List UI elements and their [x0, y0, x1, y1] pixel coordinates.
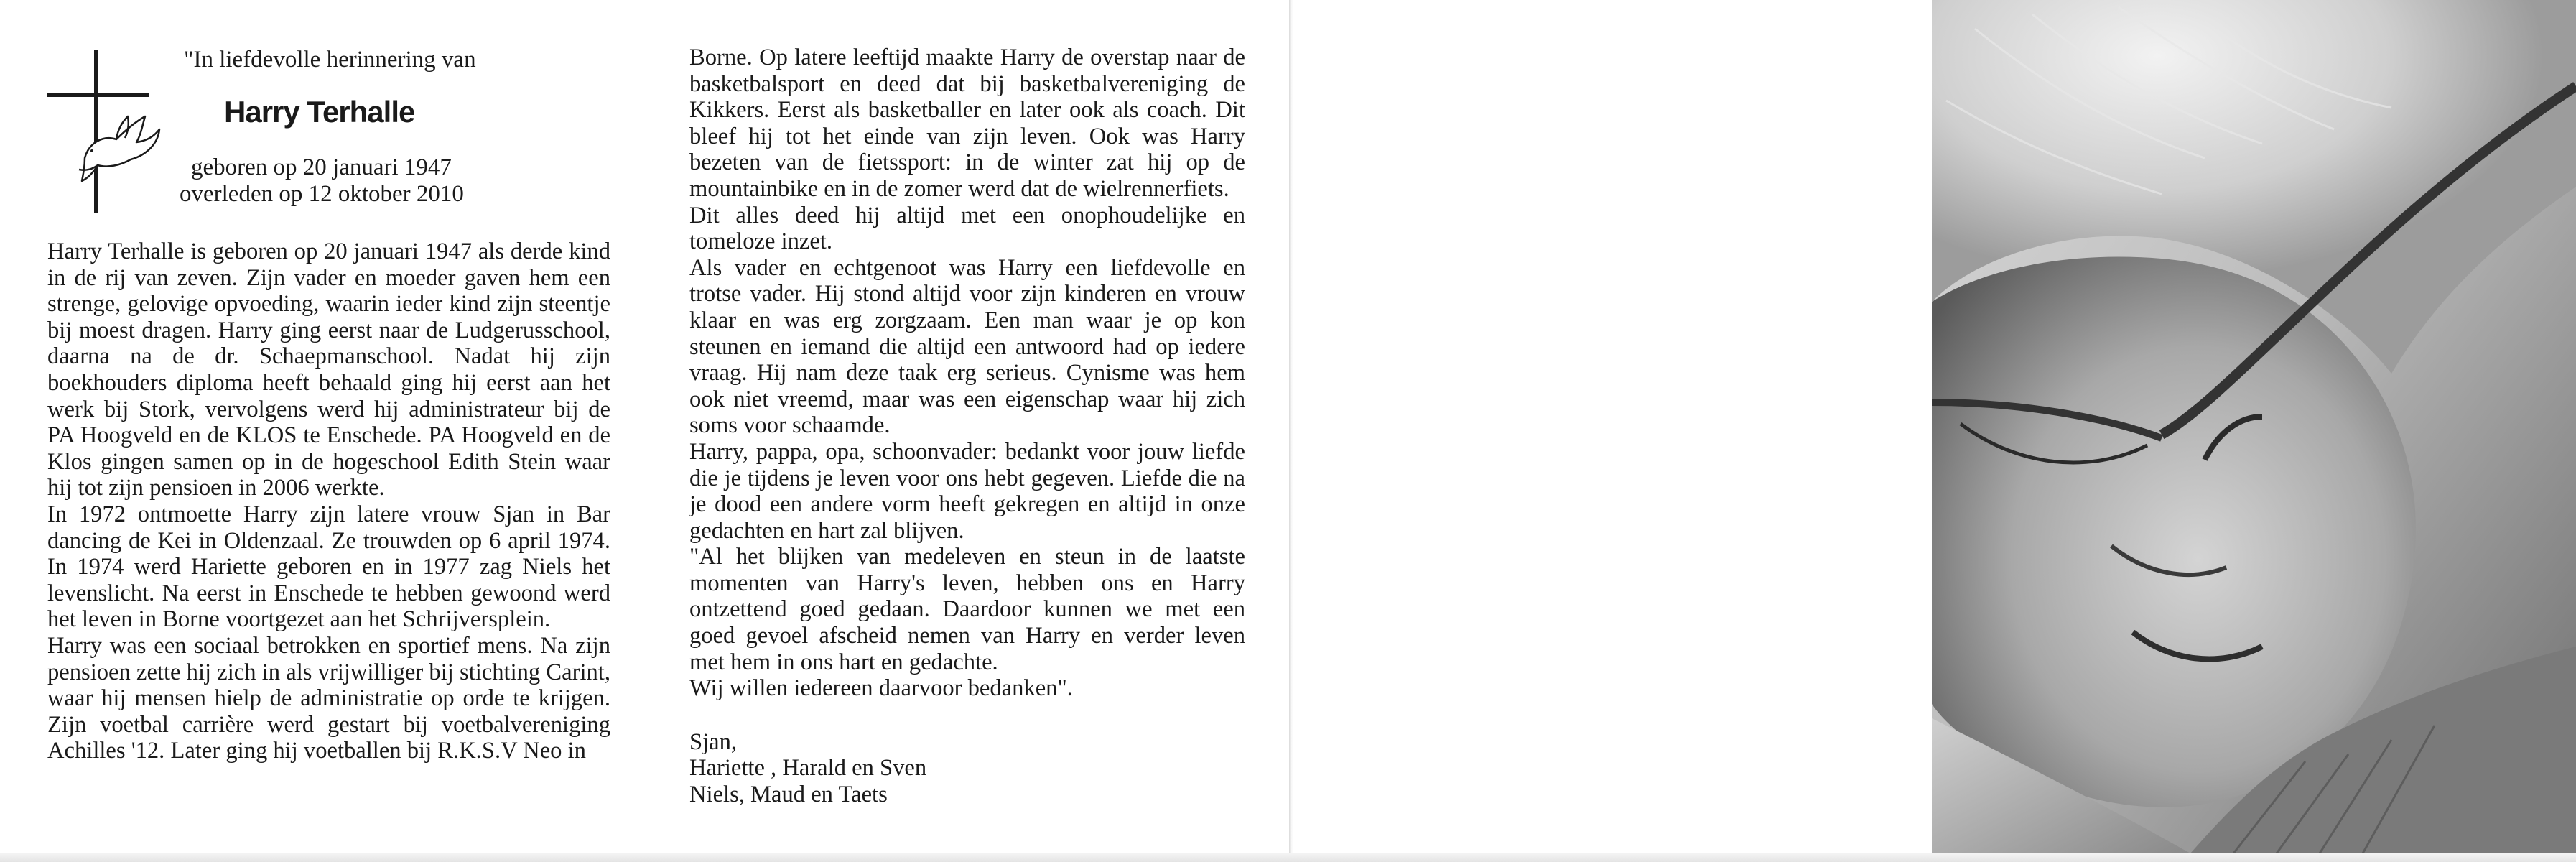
deceased-name: Harry Terhalle	[224, 95, 415, 129]
right-text-column	[689, 45, 1245, 808]
paragraph: Harry, pappa, opa, schoonvader: bedankt voor jouw liefde die je tijdens je leven voor ons hebt gegeven. Liefde die na je dood een andere vorm heeft gekregen en altijd in onze gedachten en hart zal blijven.	[689, 438, 1245, 544]
family-signature	[689, 729, 1245, 808]
intro-line: "In liefdevolle herinnering van	[184, 47, 476, 73]
paragraph: Borne. Op latere leeftijd maakte Harry de overstap naar de basketbalsport en deed dat bij basketbalvereniging de Kikkers. Eerst als basketballer en later ook als coach. Dit bleef hij tot het einde van zijn leven. Ook was Harry bezeten van de fietssport: in de winter zat hij op de mountainbike en in de zomer werd dat de wielrennerfiets.	[689, 45, 1245, 202]
death-date-line: overleden op 12 oktober 2010	[180, 181, 464, 207]
paragraph: Als vader en echtgenoot was Harry een liefdevolle en trotse vader. Hij stond altijd voor zijn kinderen en vrouw klaar en was erg zorgzaam. Een man waar je op kon steunen en iemand die altijd een antwoord had op iedere vraag. Hij nam deze taak erg serieus. Cynisme was hem ook niet vreemd, maar was een eigenschap waar hij zich soms voor schaamde.	[689, 254, 1245, 439]
paragraph: Dit alles deed hij altijd met een onophoudelijke en tomeloze inzet.	[689, 202, 1245, 255]
card-bottom-edge	[0, 853, 2576, 862]
memorial-header	[47, 45, 610, 217]
portrait-photo	[1932, 0, 2576, 853]
cross-dove-icon	[47, 50, 164, 213]
left-text-column	[47, 45, 610, 764]
biography-text-left	[47, 238, 610, 764]
birth-date-line: geboren op 20 januari 1947	[191, 154, 452, 180]
paragraph: Wij willen iedereen daarvoor bedanken".	[689, 675, 1073, 702]
paragraph: Harry Terhalle is geboren op 20 januari 1947 als derde kind in de rij van zeven. Zijn vader en moeder gaven hem een strenge, gelovige opvoeding, waarin ieder kind zijn steentje bij moest dragen. Harry ging eerst naar de Ludgerusschool, daarna na de dr. Schaepmanschool. Nadat hij zijn boekhouders diploma heeft behaald ging hij eerst aan het werk bij Stork, vervolgens werd hij administrateur bij de PA Hoogveld en de KLOS te Enschede. PA Hoogveld en de Klos gingen samen op in de hogeschool Edith Stein waar hij tot zijn pensioen in 2006 werkte.	[47, 238, 610, 501]
signature-line: Niels, Maud en Taets	[689, 782, 888, 808]
signature-line: Sjan,	[689, 728, 738, 755]
paragraph: Harry was een sociaal betrokken en sportief mens. Na zijn pensioen zette hij zich in als vrijwilliger bij stichting Carint, waar hij mensen hielp de administratie op orde te krijgen. Zijn voetbal carrière werd gestart bij voetbalvereniging Achilles '12. Later ging hij voetballen bij R.K.S.V Neo in	[47, 632, 610, 764]
dove-icon	[79, 116, 159, 181]
signature-line: Hariette , Harald en Sven	[689, 755, 927, 782]
card-fold	[1289, 0, 1293, 862]
biography-text-right	[689, 45, 1245, 702]
paragraph: In 1972 ontmoette Harry zijn latere vrouw Sjan in Bar dancing de Kei in Oldenzaal. Ze trouwden op 6 april 1974. In 1974 werd Hariette geboren en in 1977 zag Niels het levenslicht. Na eerst in Enschede te hebben gewoond werd het leven in Borne voortgezet aan het Schrijversplein.	[47, 501, 610, 633]
paragraph: "Al het blijken van medeleven en steun in de laatste momenten van Harry's leven, hebben ons en Harry ontzettend goed gedaan. Daardoor kunnen we met een goed gevoel afscheid nemen van Harry en verder leven met hem in ons hart en gedachte.	[689, 544, 1245, 675]
